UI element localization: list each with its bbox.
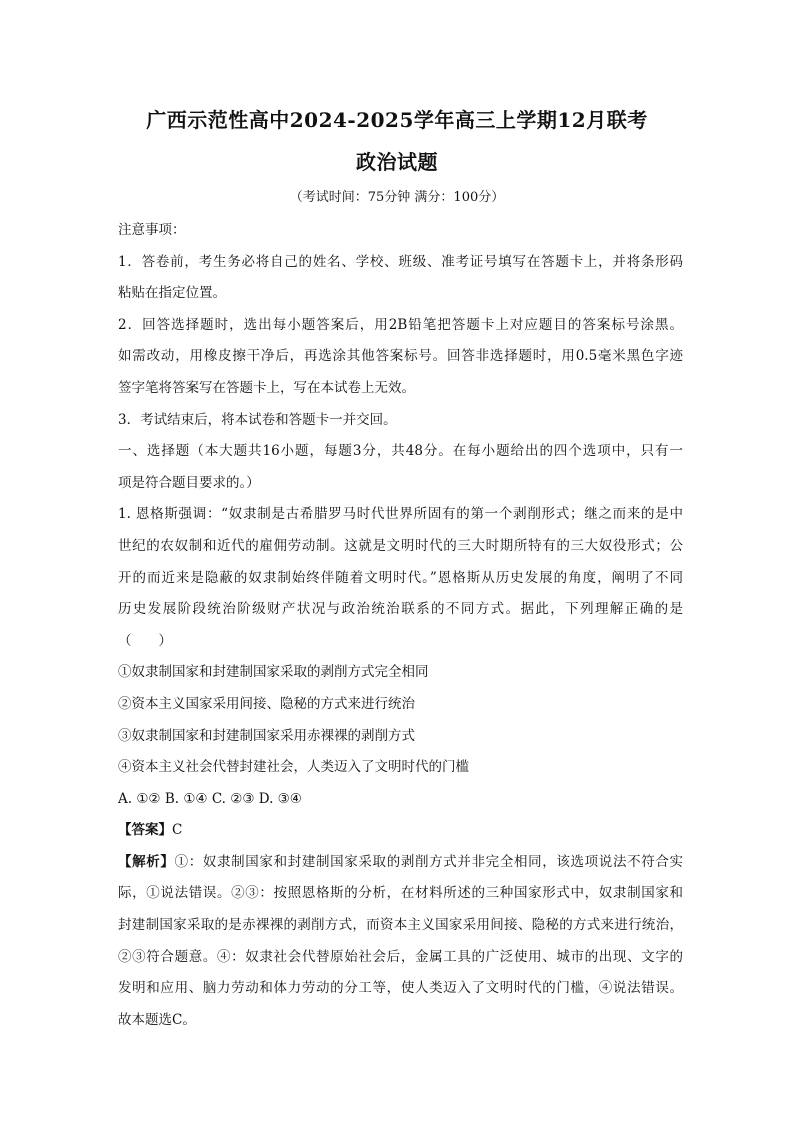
question-stem-line-5: （ ）: [118, 632, 172, 649]
notice-item-2-line-1: 2．回答选择题时，选出每小题答案后，用2B铅笔把答题卡上对应题目的答案标号涂黑。: [118, 316, 683, 333]
question-choices: A. ①② B. ①④ C. ②③ D. ③④: [118, 790, 302, 807]
analysis-line-4: ②③符合题意。④：奴隶社会代替原始社会后，金属工具的广泛使用、城市的出现、文字的: [118, 948, 683, 965]
analysis-line-1: [118, 847, 683, 879]
analysis-line-6: 故本题选C。: [118, 1011, 196, 1028]
analysis-line-5: 发明和应用、脑力劳动和体力劳动的分工等，使人类迈入了文明时代的门槛，④说法错误。: [118, 980, 683, 997]
exam-info: （考试时间：75分钟 满分：100分）: [289, 190, 505, 205]
notice-item-2-line-3: 签字笔将答案写在答题卡上，写在本试卷上无效。: [118, 379, 415, 396]
analysis-label: 【解析】: [118, 853, 175, 870]
analysis-text-1: ①：奴隶制国家和封建制国家采取的剥削方式并非完全相同，该选项说法不符合实: [174, 853, 684, 870]
analysis-line-3: 封建制国家采取的是赤裸裸的剥削方式，而资本主义国家采用间接、隐秘的方式来进行统治，: [118, 917, 683, 934]
notice-item-1-line-1: 1．答卷前，考生务必将自己的姓名、学校、班级、准考证号填写在答题卡上，并将条形码: [118, 253, 683, 270]
question-stem-line-1: 1. 恩格斯强调：“奴隶制是古希腊罗马时代世界所固有的第一个剥削形式；继之而来的是中: [118, 506, 683, 523]
question-stem-line-3: 开的而近来是隐蔽的奴隶制始终伴随着文明时代。”恩格斯从历史发展的角度，阐明了不同: [118, 569, 683, 586]
question-option-3: ③奴隶制国家和封建制国家采用赤裸裸的剥削方式: [118, 727, 415, 744]
document-body: [118, 215, 683, 1036]
question-option-2: ②资本主义国家采用间接、隐秘的方式来进行统治: [118, 695, 415, 712]
question-option-4: ④资本主义社会代替封建社会，人类迈入了文明时代的门槛: [118, 759, 469, 776]
analysis-line-2: 际，①说法错误。②③：按照恩格斯的分析，在材料所述的三种国家形式中，奴隶制国家和: [118, 885, 683, 902]
notice-item-2-line-2: 如需改动，用橡皮擦干净后，再选涂其他答案标号。回答非选择题时，用0.5毫米黑色字迹: [118, 348, 683, 365]
subject-title: 政治试题: [356, 150, 438, 174]
answer-label: 【答案】: [118, 822, 172, 839]
question-stem-line-4: 历史发展阶段统治阶级财产状况与政治统治联系的不同方式。据此，下列理解正确的是: [118, 601, 683, 618]
notice-heading: 注意事项：: [118, 222, 186, 238]
notice-item-3-line-1: 3．考试结束后，将本试卷和答题卡一并交回。: [118, 411, 397, 428]
notice-item-1-line-2: 粘贴在指定位置。: [118, 285, 226, 302]
section-heading-line-1: 一、选择题（本大题共16小题，每题3分，共48分。在每小题给出的四个选项中，只有一: [118, 443, 683, 460]
section-heading-line-2: 项是符合题目要求的。）: [118, 474, 260, 491]
answer-line: [118, 815, 683, 847]
question-stem-line-2: 世纪的农奴制和近代的雇佣劳动制。这就是文明时代的三大时期所特有的三大奴役形式；公: [118, 537, 683, 554]
exam-title: 广西示范性高中2024-2025学年高三上学期12月联考: [146, 108, 648, 132]
answer-value: C: [172, 822, 183, 839]
question-option-1: ①奴隶制国家和封建制国家采取的剥削方式完全相同: [118, 664, 429, 681]
